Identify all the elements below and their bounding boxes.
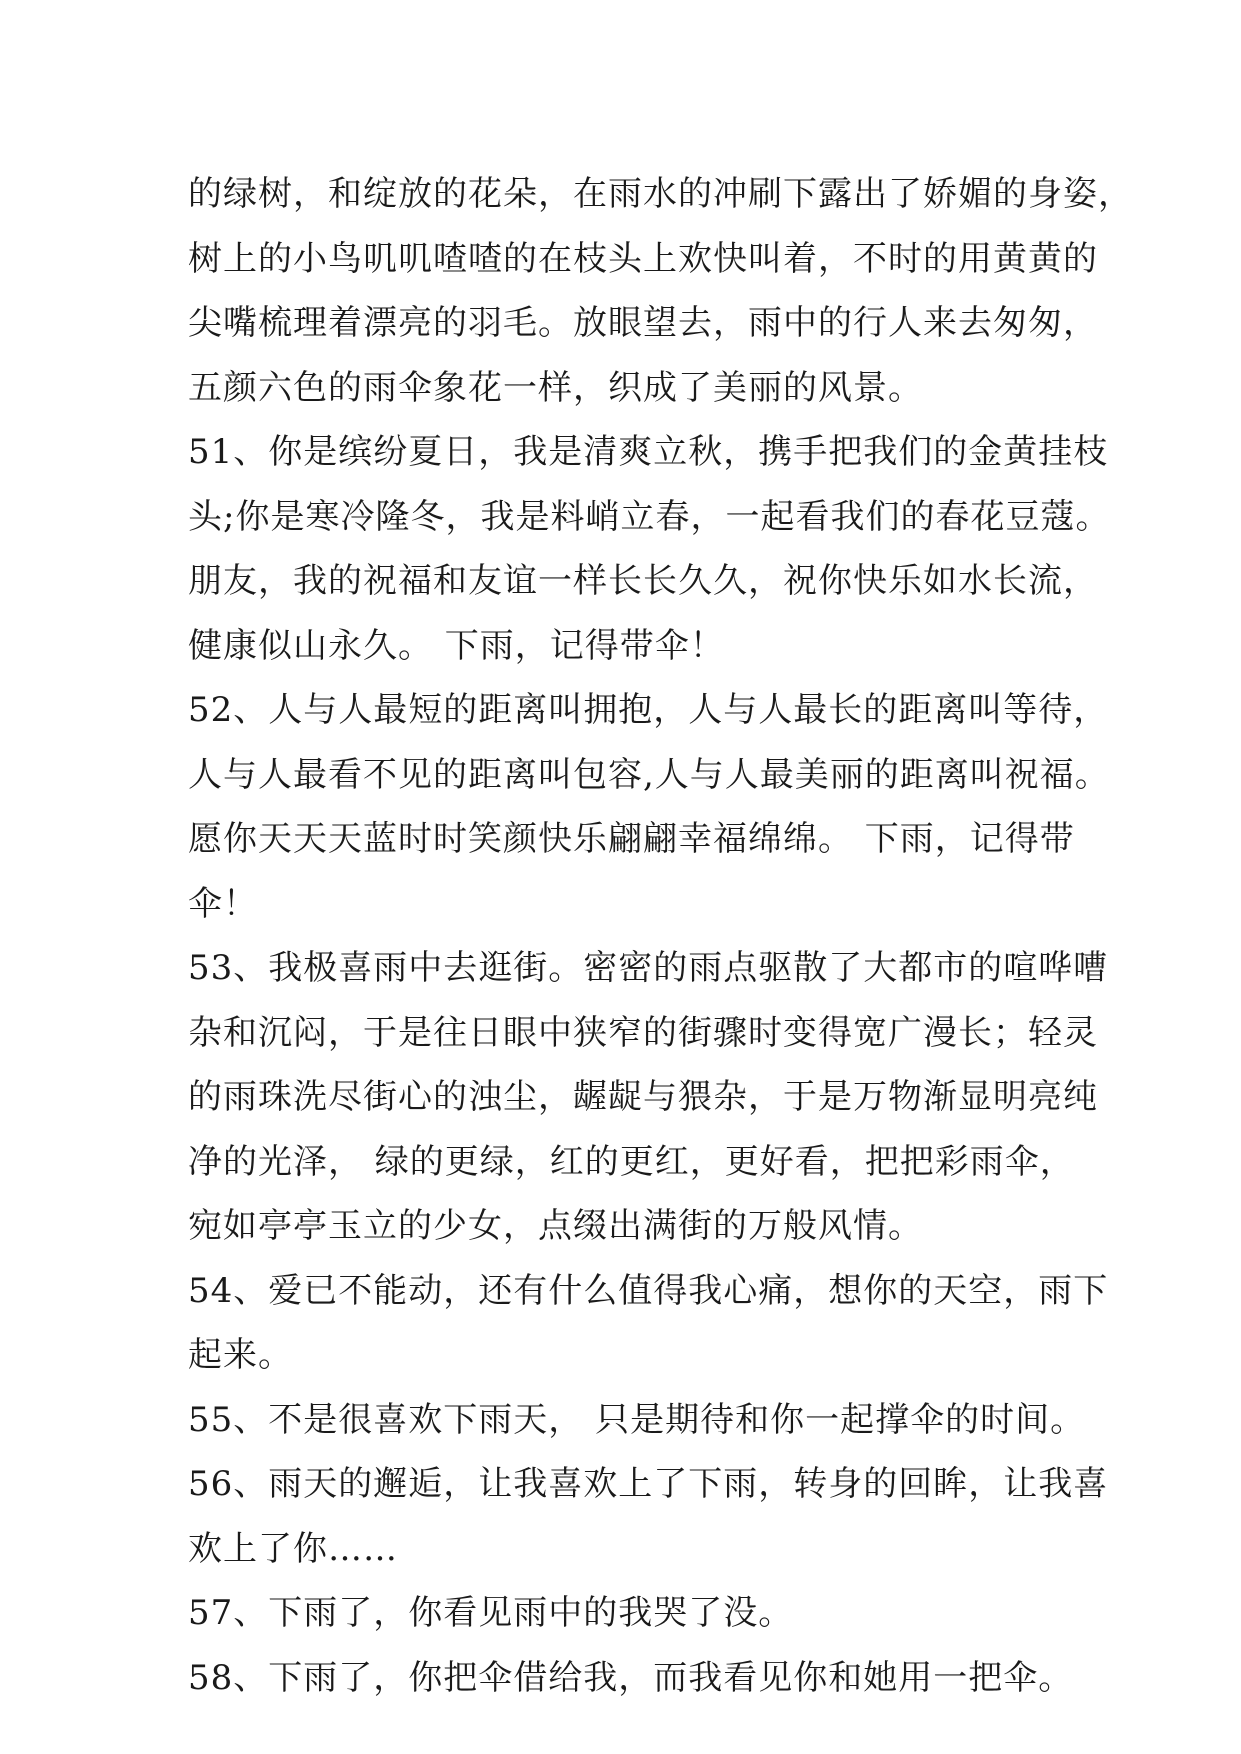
text-line: 起来。 xyxy=(188,1335,293,1375)
text-line: 朋友，我的祝福和友谊一样长长久久，祝你快乐如水长流， xyxy=(188,561,1098,601)
text-line: 52、人与人最短的距离叫拥抱，人与人最长的距离叫等待， xyxy=(188,690,1109,730)
text-line: 伞！ xyxy=(188,883,258,924)
text-line: 的绿树，和绽放的花朵，在雨水的冲刷下露出了娇媚的身姿， xyxy=(188,174,1133,214)
text-line: 头;你是寒冷隆冬，我是料峭立春，一起看我们的春花豆蔻。 xyxy=(188,496,1111,537)
text-line: 56、雨天的邂逅，让我喜欢上了下雨，转身的回眸，让我喜 xyxy=(188,1464,1109,1504)
text-line: 的雨珠洗尽街心的浊尘，龌龊与猥杂，于是万物渐显明亮纯 xyxy=(188,1077,1098,1117)
text-line: 51、你是缤纷夏日，我是清爽立秋，携手把我们的金黄挂枝 xyxy=(188,432,1109,472)
text-line: 尖嘴梳理着漂亮的羽毛。放眼望去，雨中的行人来去匆匆， xyxy=(188,303,1098,343)
document-body xyxy=(188,162,1133,1710)
text-line: 愿你天天天蓝时时笑颜快乐翩翩幸福绵绵。 下雨，记得带 xyxy=(188,819,1075,859)
text-line: 54、爱已不能动，还有什么值得我心痛，想你的天空，雨下 xyxy=(188,1270,1109,1311)
text-line: 宛如亭亭玉立的少女，点缀出满街的万般风情。 xyxy=(188,1206,923,1246)
text-line: 树上的小鸟叽叽喳喳的在枝头上欢快叫着，不时的用黄黄的 xyxy=(188,238,1098,279)
text-line: 杂和沉闷，于是往日眼中狭窄的街骤时变得宽广漫长；轻灵 xyxy=(188,1012,1098,1053)
text-line: 净的光泽， 绿的更绿，红的更红，更好看，把把彩雨伞， xyxy=(188,1141,1075,1182)
text-line: 53、我极喜雨中去逛街。密密的雨点驱散了大都市的喧哗嘈 xyxy=(188,948,1109,988)
text-line: 人与人最看不见的距离叫包容,人与人最美丽的距离叫祝福。 xyxy=(188,754,1110,795)
text-line: 57、下雨了，你看见雨中的我哭了没。 xyxy=(188,1593,794,1633)
text-line: 健康似山永久。 下雨，记得带伞！ xyxy=(188,625,725,666)
text-line: 五颜六色的雨伞象花一样，织成了美丽的风景。 xyxy=(188,367,923,408)
text-line: 55、不是很喜欢下雨天， 只是期待和你一起撑伞的时间。 xyxy=(188,1399,1086,1440)
text-line: 58、下雨了，你把伞借给我，而我看见你和她用一把伞。 xyxy=(188,1657,1074,1698)
text-line: 欢上了你…… xyxy=(188,1528,398,1569)
